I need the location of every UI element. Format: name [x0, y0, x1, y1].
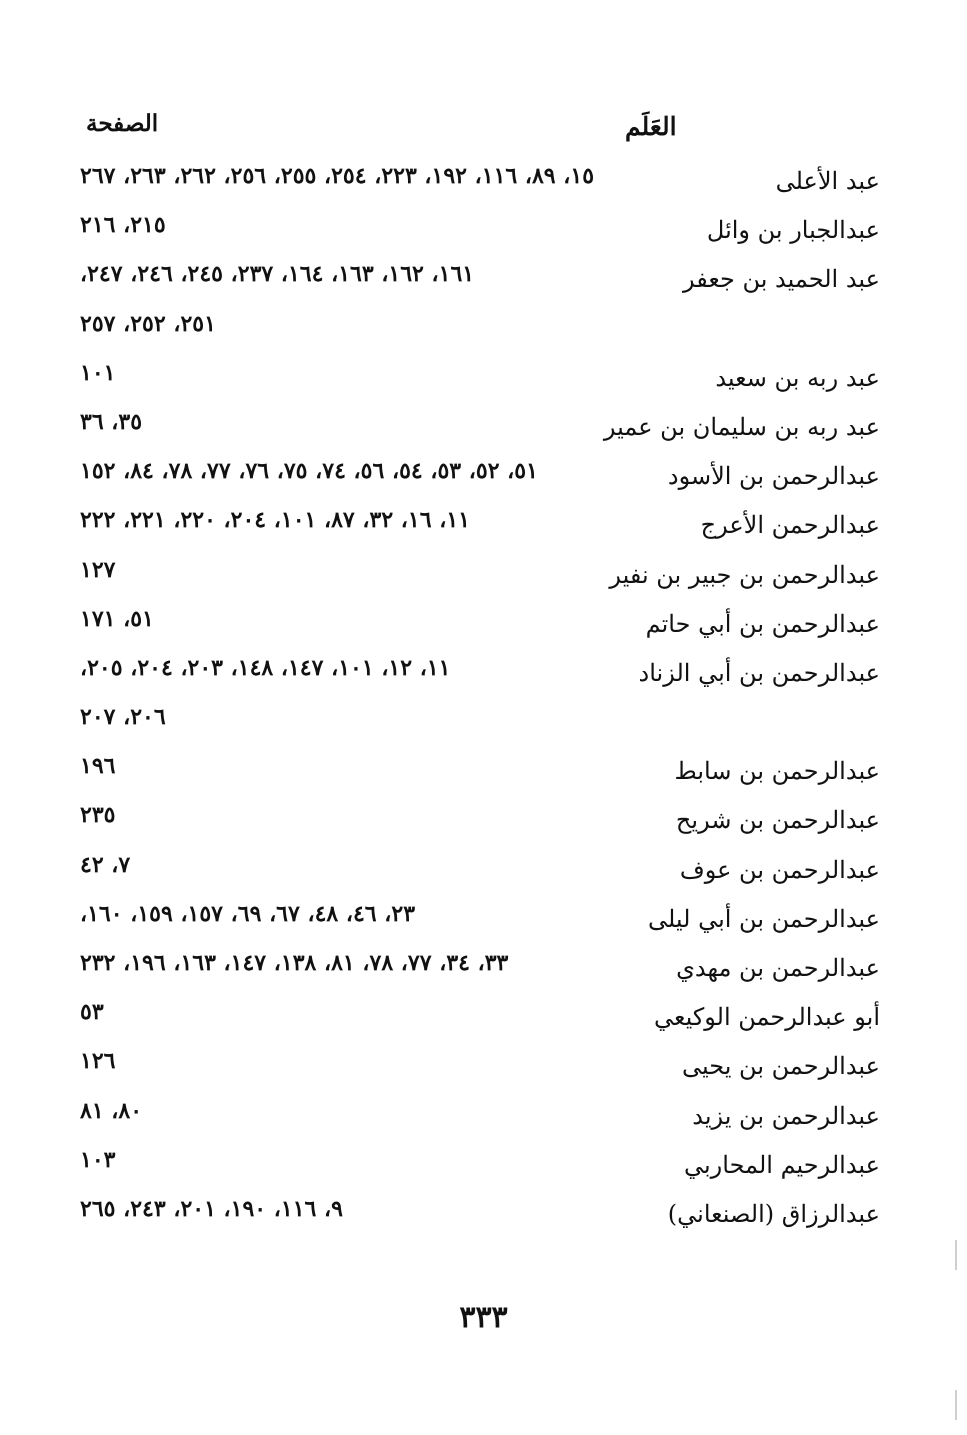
index-entry [80, 458, 880, 507]
entry-pages: ٥١، ١٧١ [80, 605, 154, 632]
index-entry [80, 163, 880, 212]
entry-line [80, 557, 880, 606]
entry-pages: ١٦١، ١٦٢، ١٦٣، ١٦٤، ٢٣٧، ٢٤٥، ٢٤٦، ٢٤٧، [80, 261, 475, 288]
entry-name: عبدالرحمن بن مهدي [676, 954, 880, 982]
entry-pages: ١١، ١٦، ٣٢، ٨٧، ١٠١، ٢٠٤، ٢٢٠، ٢٢١، ٢٢٢ [80, 507, 470, 534]
index-entry [80, 901, 880, 950]
entry-pages: ١٢٧ [80, 556, 116, 583]
index-entry [80, 212, 880, 261]
entry-name: عبد الأعلى [775, 167, 880, 195]
index-entry [80, 999, 880, 1048]
entry-name: عبد الحميد بن جعفر [683, 265, 880, 294]
entry-pages: ٩، ١١٦، ١٩٠، ٢٠١، ٢٤٣، ٢٦٥ [80, 1195, 343, 1222]
index-entry [80, 507, 880, 556]
entry-continuation-line [80, 704, 880, 753]
entry-pages: ٢٣، ٤٦، ٤٨، ٦٧، ٦٩، ١٥٧، ١٥٩، ١٦٠، [80, 900, 416, 927]
entry-name: عبدالرحمن بن يحيى [682, 1052, 880, 1081]
entry-line [80, 999, 880, 1048]
index-entry [80, 753, 880, 802]
entry-continuation-line [80, 311, 880, 360]
index-entry [80, 261, 880, 359]
index-entry [80, 409, 880, 458]
margin-mark [955, 1390, 957, 1420]
entry-line [80, 655, 880, 704]
index-entry [80, 852, 880, 901]
entry-pages: ٨٠، ٨١ [80, 1097, 143, 1124]
entry-pages: ٥٣ [80, 999, 104, 1026]
entry-pages: ٣٥، ٣٦ [80, 408, 143, 435]
entry-line [80, 507, 880, 556]
entry-name: عبدالرحمن بن الأسود [667, 462, 880, 491]
entry-line [80, 409, 880, 458]
entry-pages: ١٠٣ [80, 1146, 116, 1173]
entry-name: عبدالرحمن بن سابط [674, 757, 880, 786]
page-column-heading: الصفحة [86, 110, 159, 137]
entry-line [80, 1098, 880, 1147]
entry-line [80, 1048, 880, 1097]
entry-name: عبدالرحمن الأعرج [700, 511, 880, 540]
entry-name: عبدالرحمن بن جبير بن نفير [609, 560, 880, 589]
entry-name: عبدالرزاق (الصنعاني) [667, 1199, 880, 1228]
entry-pages: ٣٣، ٣٤، ٧٧، ٧٨، ٨١، ١٣٨، ١٤٧، ١٦٣، ١٩٦، ٢٣٢ [80, 950, 509, 976]
page-number: ٣٣٣ [459, 1300, 508, 1335]
index-entry [80, 802, 880, 851]
column-header [80, 112, 880, 152]
entry-name: عبدالرحمن بن عوف [679, 855, 880, 884]
name-column-heading: العَلَم [625, 112, 677, 141]
entry-line [80, 261, 880, 310]
index-entry [80, 1147, 880, 1196]
entry-name: عبد ربه بن سليمان بن عمير [603, 412, 880, 441]
index-entry [80, 606, 880, 655]
entry-pages: ٢١٥، ٢١٦ [80, 212, 166, 239]
index-entry [80, 1196, 880, 1245]
entry-name: عبد ربه بن سعيد [715, 363, 880, 392]
index-entry [80, 655, 880, 753]
entry-line [80, 753, 880, 802]
entry-line [80, 1196, 880, 1245]
entry-line [80, 852, 880, 901]
entry-line [80, 606, 880, 655]
index-entry [80, 1098, 880, 1147]
entry-pages: ٥١، ٥٢، ٥٣، ٥٤، ٥٦، ٧٤، ٧٥، ٧٦، ٧٧، ٧٨، ٨٤، ١٥٢ [80, 458, 538, 485]
entry-line [80, 163, 880, 212]
entry-pages: ١١، ١٢، ١٠١، ١٤٧، ١٤٨، ٢٠٣، ٢٠٤، ٢٠٥، [80, 654, 451, 681]
entry-line [80, 802, 880, 851]
index-entry [80, 1048, 880, 1097]
entry-name: عبدالرحمن بن أبي الزناد [638, 658, 880, 687]
entry-pages: ١٩٦ [80, 753, 116, 780]
entry-pages: ١٠١ [80, 359, 116, 386]
entry-pages: ٢٠٦، ٢٠٧ [80, 704, 166, 731]
entry-pages: ٧، ٤٢ [80, 851, 131, 878]
entry-name: أبو عبدالرحمن الوكيعي [654, 1003, 880, 1032]
entry-pages: ١٢٦ [80, 1048, 116, 1075]
entry-name: عبدالرحمن بن أبي ليلى [647, 904, 880, 933]
entry-name: عبدالرحمن بن أبي حاتم [645, 609, 880, 638]
entry-pages: ١٥، ٨٩، ١١٦، ١٩٢، ٢٢٣، ٢٥٤، ٢٥٥، ٢٥٦، ٢٦٢، ٢٦٣، ٢٦٧ [80, 163, 595, 189]
entry-line [80, 950, 880, 999]
entry-name: عبدالرحمن بن يزيد [692, 1101, 880, 1130]
entry-name: عبدالرحمن بن شريح [675, 806, 880, 835]
entry-line [80, 901, 880, 950]
entry-pages: ٢٥١، ٢٥٢، ٢٥٧ [80, 310, 216, 337]
index-entry [80, 360, 880, 409]
entry-name: عبدالجبار بن وائل [706, 216, 880, 245]
entry-line [80, 360, 880, 409]
entry-line [80, 212, 880, 261]
entry-line [80, 1147, 880, 1196]
index-entry [80, 557, 880, 606]
margin-mark [955, 1240, 957, 1270]
index-entry [80, 950, 880, 999]
index-entries [80, 163, 880, 1245]
entry-pages: ٢٣٥ [80, 802, 116, 829]
entry-name: عبدالرحيم المحاربي [684, 1150, 880, 1179]
entry-line [80, 458, 880, 507]
